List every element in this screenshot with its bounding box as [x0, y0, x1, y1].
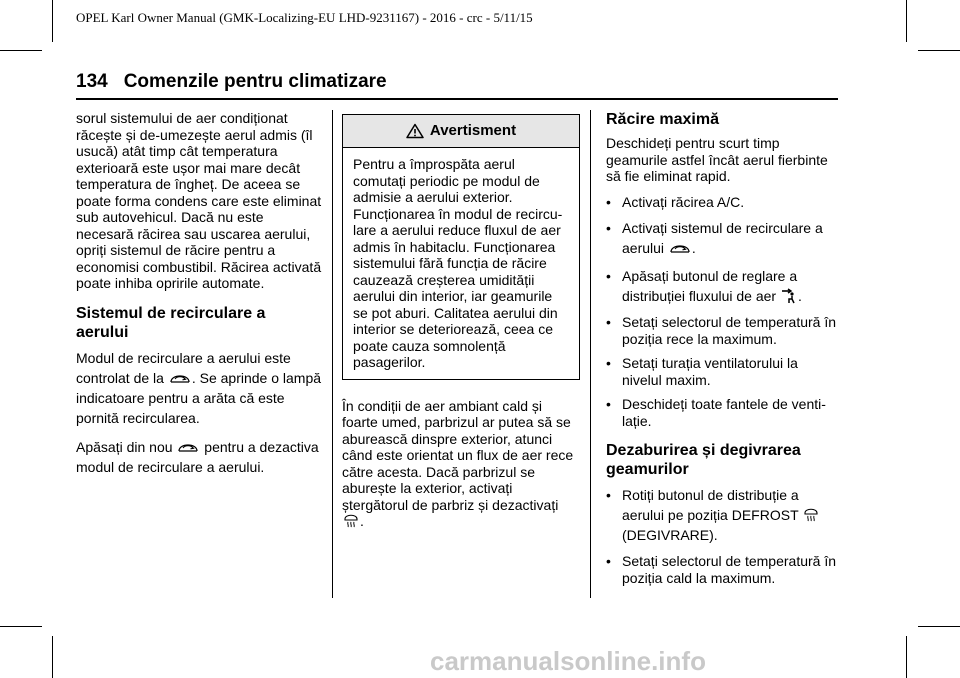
warning-triangle-icon — [406, 123, 424, 139]
humidity-paragraph — [342, 398, 580, 530]
recirculation-icon — [177, 440, 199, 454]
recirculation-paragraph-1 — [76, 348, 322, 428]
list-item: • Setați selectorul de temperatură în poziția cald la maximum. — [606, 553, 840, 586]
text-run: Rotiți butonul de distribuție a aerului pe poziția DEFROST — [622, 487, 803, 523]
page-number: 134 — [76, 71, 108, 92]
text-run: (DEGIVRARE). — [622, 527, 718, 543]
list-item: • Activați răcirea A/C. — [606, 194, 840, 211]
text-run: Apăsați din nou — [76, 438, 177, 455]
recirculation-paragraph-2 — [76, 437, 322, 477]
list-item: • Apăsați butonul de reglare a distribuției fluxului de aer . — [606, 266, 840, 306]
document-meta: OPEL Karl Owner Manual (GMK-Localizing-EU LHD-9231167) - 2016 - crc - 5/11/15 — [76, 10, 533, 25]
air-distribution-icon — [781, 288, 797, 304]
column-divider — [590, 110, 591, 598]
text-run: . Se aprinde o lampă indicatoare pentru a arăta că este pornită recircularea. — [76, 369, 322, 426]
warning-box — [342, 114, 580, 380]
text-run: . — [360, 513, 364, 529]
warning-title: Avertisment — [429, 121, 517, 139]
list-item: • Setați selectorul de temperatură în poziția rece la maximum. — [606, 314, 840, 347]
column-right — [606, 110, 840, 594]
column-left — [76, 110, 322, 486]
recirculation-icon — [169, 371, 191, 385]
list-item: • Activați sistemul de recirculare a aerului . — [606, 218, 840, 258]
max-cooling-intro: Deschideți pentru scurt timp geamurile astfel încât aerul fierbinte să fie eliminat rapid. — [606, 135, 828, 184]
crop-mark — [0, 626, 42, 627]
list-item: • Deschideți toate fantele de venti-lație. — [606, 396, 840, 429]
crop-mark — [906, 0, 907, 42]
text-run: Activați sistemul de recirculare a aerului — [622, 220, 823, 256]
text-run: pentru a dezactiva modul de recirculare a aerului. — [76, 438, 319, 475]
max-cooling-heading: Răcire maximă — [606, 111, 719, 128]
warning-header — [343, 115, 579, 148]
column-middle — [342, 112, 580, 539]
recirculation-heading: Sistemul de recirculare a aerului — [76, 304, 266, 341]
text-run: Modul de recirculare a aerului este controlat de la — [76, 349, 291, 386]
text-run: Apăsați butonul de reglare a distribuției fluxului de aer — [622, 268, 798, 304]
crop-mark — [52, 636, 53, 678]
list-item — [606, 485, 840, 545]
page-header — [76, 70, 387, 94]
crop-mark — [0, 50, 42, 51]
crop-mark — [918, 626, 960, 627]
recirculation-icon — [669, 241, 691, 255]
defog-list — [606, 485, 840, 586]
crop-mark — [52, 0, 53, 42]
column-divider — [332, 110, 333, 598]
list-item: • Setați turația ventilatorului la nivelul maxim. — [606, 355, 840, 388]
defrost-icon — [343, 513, 359, 529]
text-run: În condiții de aer ambiant cald și foarte umed, parbrizul ar putea să se aburească dinspre exterior, atunci când este orientat un flux de aer rece către acesta. Dacă parbrizul se aburește la exterior, activați ștergătorul de parbriz și dezactivați — [342, 397, 574, 513]
defrost-icon — [803, 507, 819, 523]
watermark: carmanualsonline.info — [430, 646, 706, 676]
intro-paragraph: sorul sistemului de aer condiționat răcește și de-umezește aerul admis (îl usucă) atât timp cât temperatura exterioară este ușor mai mare decât temperatura de îngheț. De aceea se poate forma condens care este eliminat sub autovehicul. Dacă nu este necesară răcirea sau uscarea aerului, opriți sistemul de răcire pentru a economisi combustibil. Răcirea activată poate inhiba opririle automate. — [76, 110, 322, 291]
crop-mark — [906, 636, 907, 678]
max-cooling-list — [606, 194, 840, 430]
crop-mark — [918, 50, 960, 51]
section-title: Comenzile pentru climatizare — [123, 71, 387, 92]
header-rule — [76, 98, 838, 100]
defog-heading: Dezaburirea și degivrarea geamurilor — [606, 442, 801, 478]
warning-text: Pentru a împrospăta aerul comutați periodic pe modul de admisie a aerului exterior. Funcționarea în modul de recircu-lare a aerului reduce fluxul de aer admis în habitaclu. Funcționarea sistemului fără funcția de răcire cauzează creșterea umidității aerului din interior, iar geamurile se pot aburi. Calitatea aerului din interior se deteriorează, ceea ce poate cauza somnolență pasagerilor. — [353, 156, 563, 370]
